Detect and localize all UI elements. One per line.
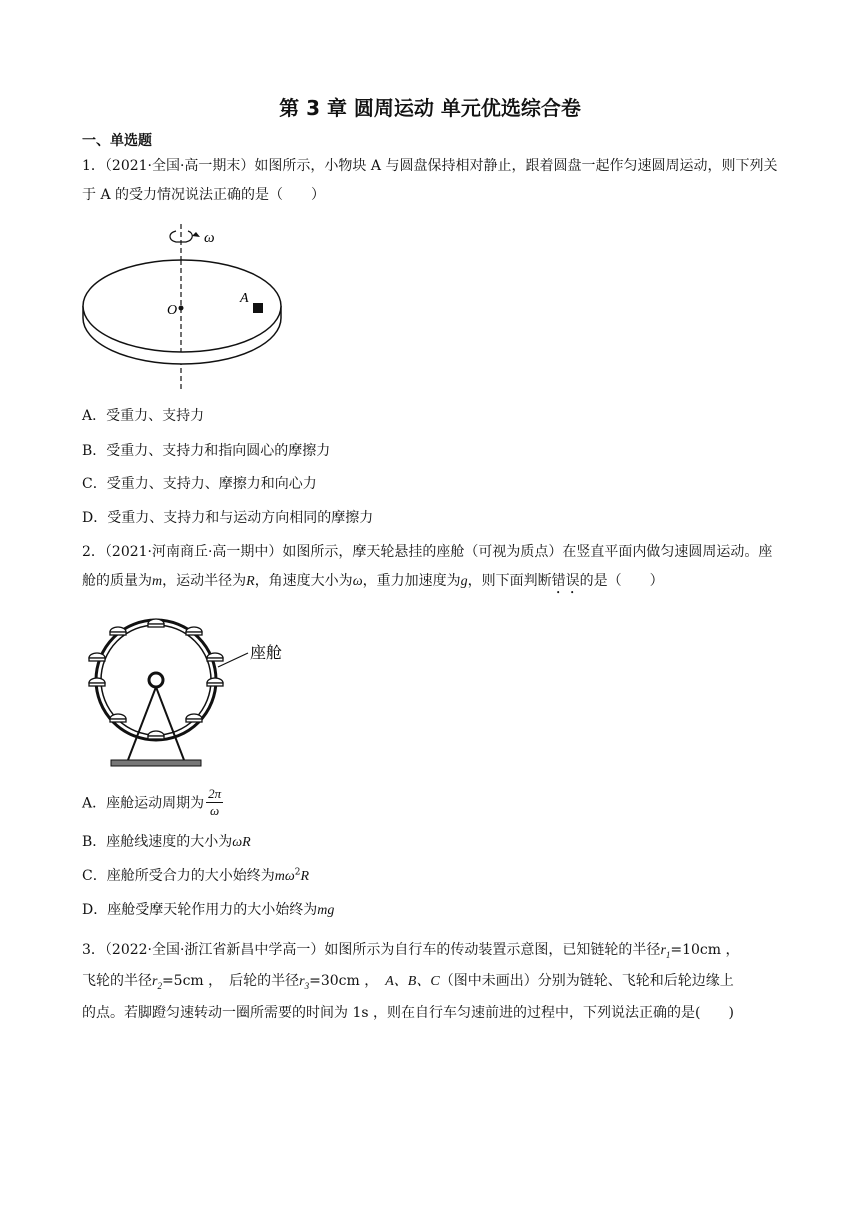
omega-label: ω [204,230,215,246]
section-heading: 一、单选题 [82,133,152,149]
center-point [179,306,184,311]
q1-option-d: D．受重力、支持力和与运动方向相同的摩擦力 [82,510,374,526]
rotating-disk-figure [80,222,290,397]
q1-option-b: B．受重力、支持力和指向圆心的摩擦力 [82,443,331,459]
question-1-text: 1．（2021·全国·高一期末）如图所示，小物块 A 与圆盘保持相对静止，跟着圆盘一起作匀速圆周运动，则下列关于 A 的受力情况说法正确的是（ ） [82,158,778,203]
q1-option-c: C．受重力、支持力、摩擦力和向心力 [82,476,317,492]
emphasized-word: 错误 [551,573,580,589]
block-label: A [240,291,249,306]
q1-option-a: A．受重力、支持力 [82,408,205,424]
q2-option-b: B．座舱线速度的大小为ωR [82,834,251,850]
wheel-base [111,760,201,766]
page-title: 第 3 章 圆周运动 单元优选综合卷 [279,96,581,120]
center-label: O [167,303,178,318]
ferris-wheel-figure [78,615,298,775]
question-2-text: 2．（2021·河南商丘·高一期中）如图所示，摩天轮悬挂的座舱（可视为质点）在竖直平面内做匀速圆周运动。座舱的质量为m，运动半径为R，角速度大小为ω，重力加速度为g，则下面判断错误的是（ ） [82,544,773,589]
q2-option-a: A．座舱运动周期为 $\frac{2\pi}{\omega}$ [82,786,222,818]
period-fraction: $\frac{2\pi}{\omega}$ [208,786,222,818]
q2-option-d: D．座舱受摩天轮作用力的大小始终为mg [82,902,335,918]
q2-option-c: C．座舱所受合力的大小始终为$m\omega^2R$ [82,867,310,884]
cabin-label: 座舱 [250,643,283,662]
question-3-line-1: 3．（2022·全国·浙江省新昌中学高一）如图所示为自行车的传动装置示意图，已知链轮的半径$r_1=10cm$ ， [82,942,740,960]
question-3-line-3: 的点。若脚蹬匀速转动一圈所需要的时间为 1s ，则在自行车匀速前进的过程中，下列说法正确的是( ) [82,1005,734,1021]
question-3-line-2: 飞轮的半径$r_2=5cm$ ， 后轮的半径$r_3=30cm$ ， A、B、C（图中未画出）分别为链轮、飞轮和后轮边缘上 [82,973,734,991]
block-a [253,303,263,313]
wheel-hub [149,673,163,687]
